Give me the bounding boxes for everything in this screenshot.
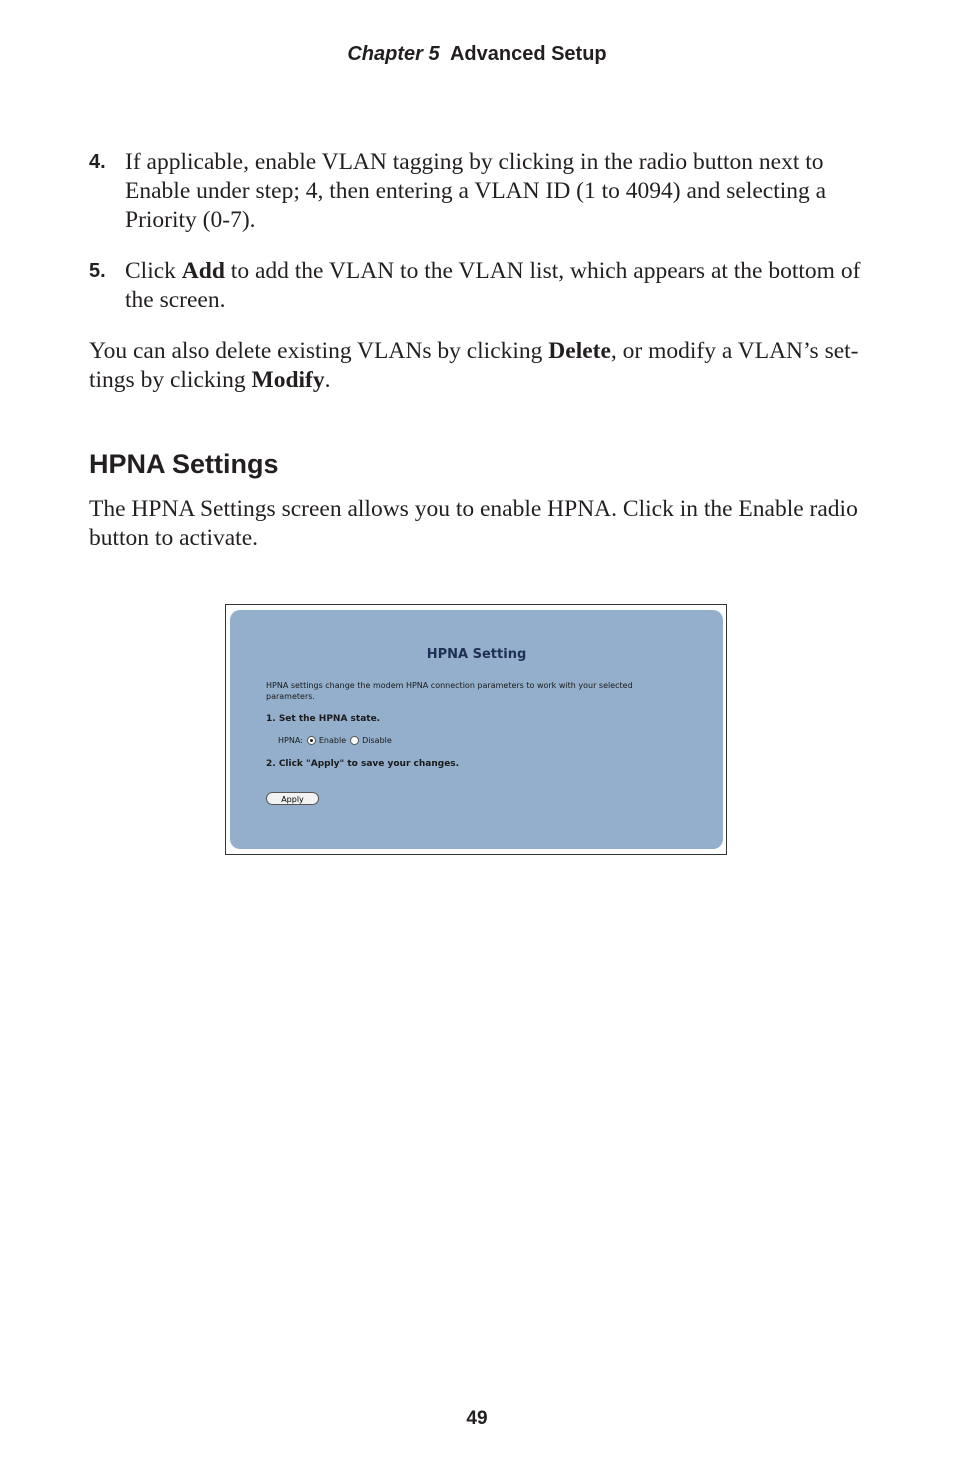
step-5 <box>89 257 864 315</box>
hpna-state-row <box>278 736 392 745</box>
hpna-label: HPNA: <box>278 736 303 745</box>
add-keyword: Add <box>181 258 225 284</box>
step-text-part: Click <box>125 258 182 284</box>
panel-title: HPNA Setting <box>426 647 527 662</box>
step-4 <box>89 148 864 235</box>
apply-button[interactable]: Apply <box>266 792 319 805</box>
delete-keyword: Delete <box>548 338 611 364</box>
step-text <box>125 257 864 315</box>
panel-description: HPNA settings change the modem HPNA connection parameters to work with your selected parameters. <box>266 681 633 701</box>
step-text-part: to add the VLAN to the VLAN list, which appears at the bottom of the screen. <box>125 258 861 313</box>
disable-label: Disable <box>362 736 392 745</box>
enable-label: Enable <box>318 736 347 745</box>
hpna-screenshot-figure <box>225 604 727 855</box>
chapter-label: Chapter 5 <box>347 43 440 65</box>
page-header <box>0 43 954 66</box>
paragraph-part: . <box>324 367 331 393</box>
disable-radio[interactable] <box>350 736 359 745</box>
page-number: 49 <box>466 1408 488 1429</box>
paragraph-part: , or modify a VLAN’s set-tings by clicking <box>89 338 859 393</box>
step-number: 5. <box>89 260 106 282</box>
hpna-panel <box>230 610 723 849</box>
section-body: The HPNA Settings screen allows you to enable HPNA. Click in the Enable radio button to activate. <box>89 496 858 551</box>
panel-step-2: 2. Click "Apply" to save your changes. <box>266 759 460 769</box>
main-content <box>89 148 864 553</box>
vlan-paragraph <box>89 337 864 395</box>
step-number: 4. <box>89 151 106 173</box>
panel-step-1: 1. Set the HPNA state. <box>266 714 381 724</box>
section-heading: HPNA Settings <box>89 449 279 479</box>
chapter-title: Advanced Setup <box>449 43 607 65</box>
enable-radio[interactable] <box>307 736 316 745</box>
paragraph-part: You can also delete existing VLANs by clicking <box>89 338 549 364</box>
modify-keyword: Modify <box>251 367 325 393</box>
step-text: If applicable, enable VLAN tagging by clicking in the radio button next to Enable under step; 4, then entering a VLAN ID (1 to 4094) and selecting a Priority (0-7). <box>125 149 827 233</box>
